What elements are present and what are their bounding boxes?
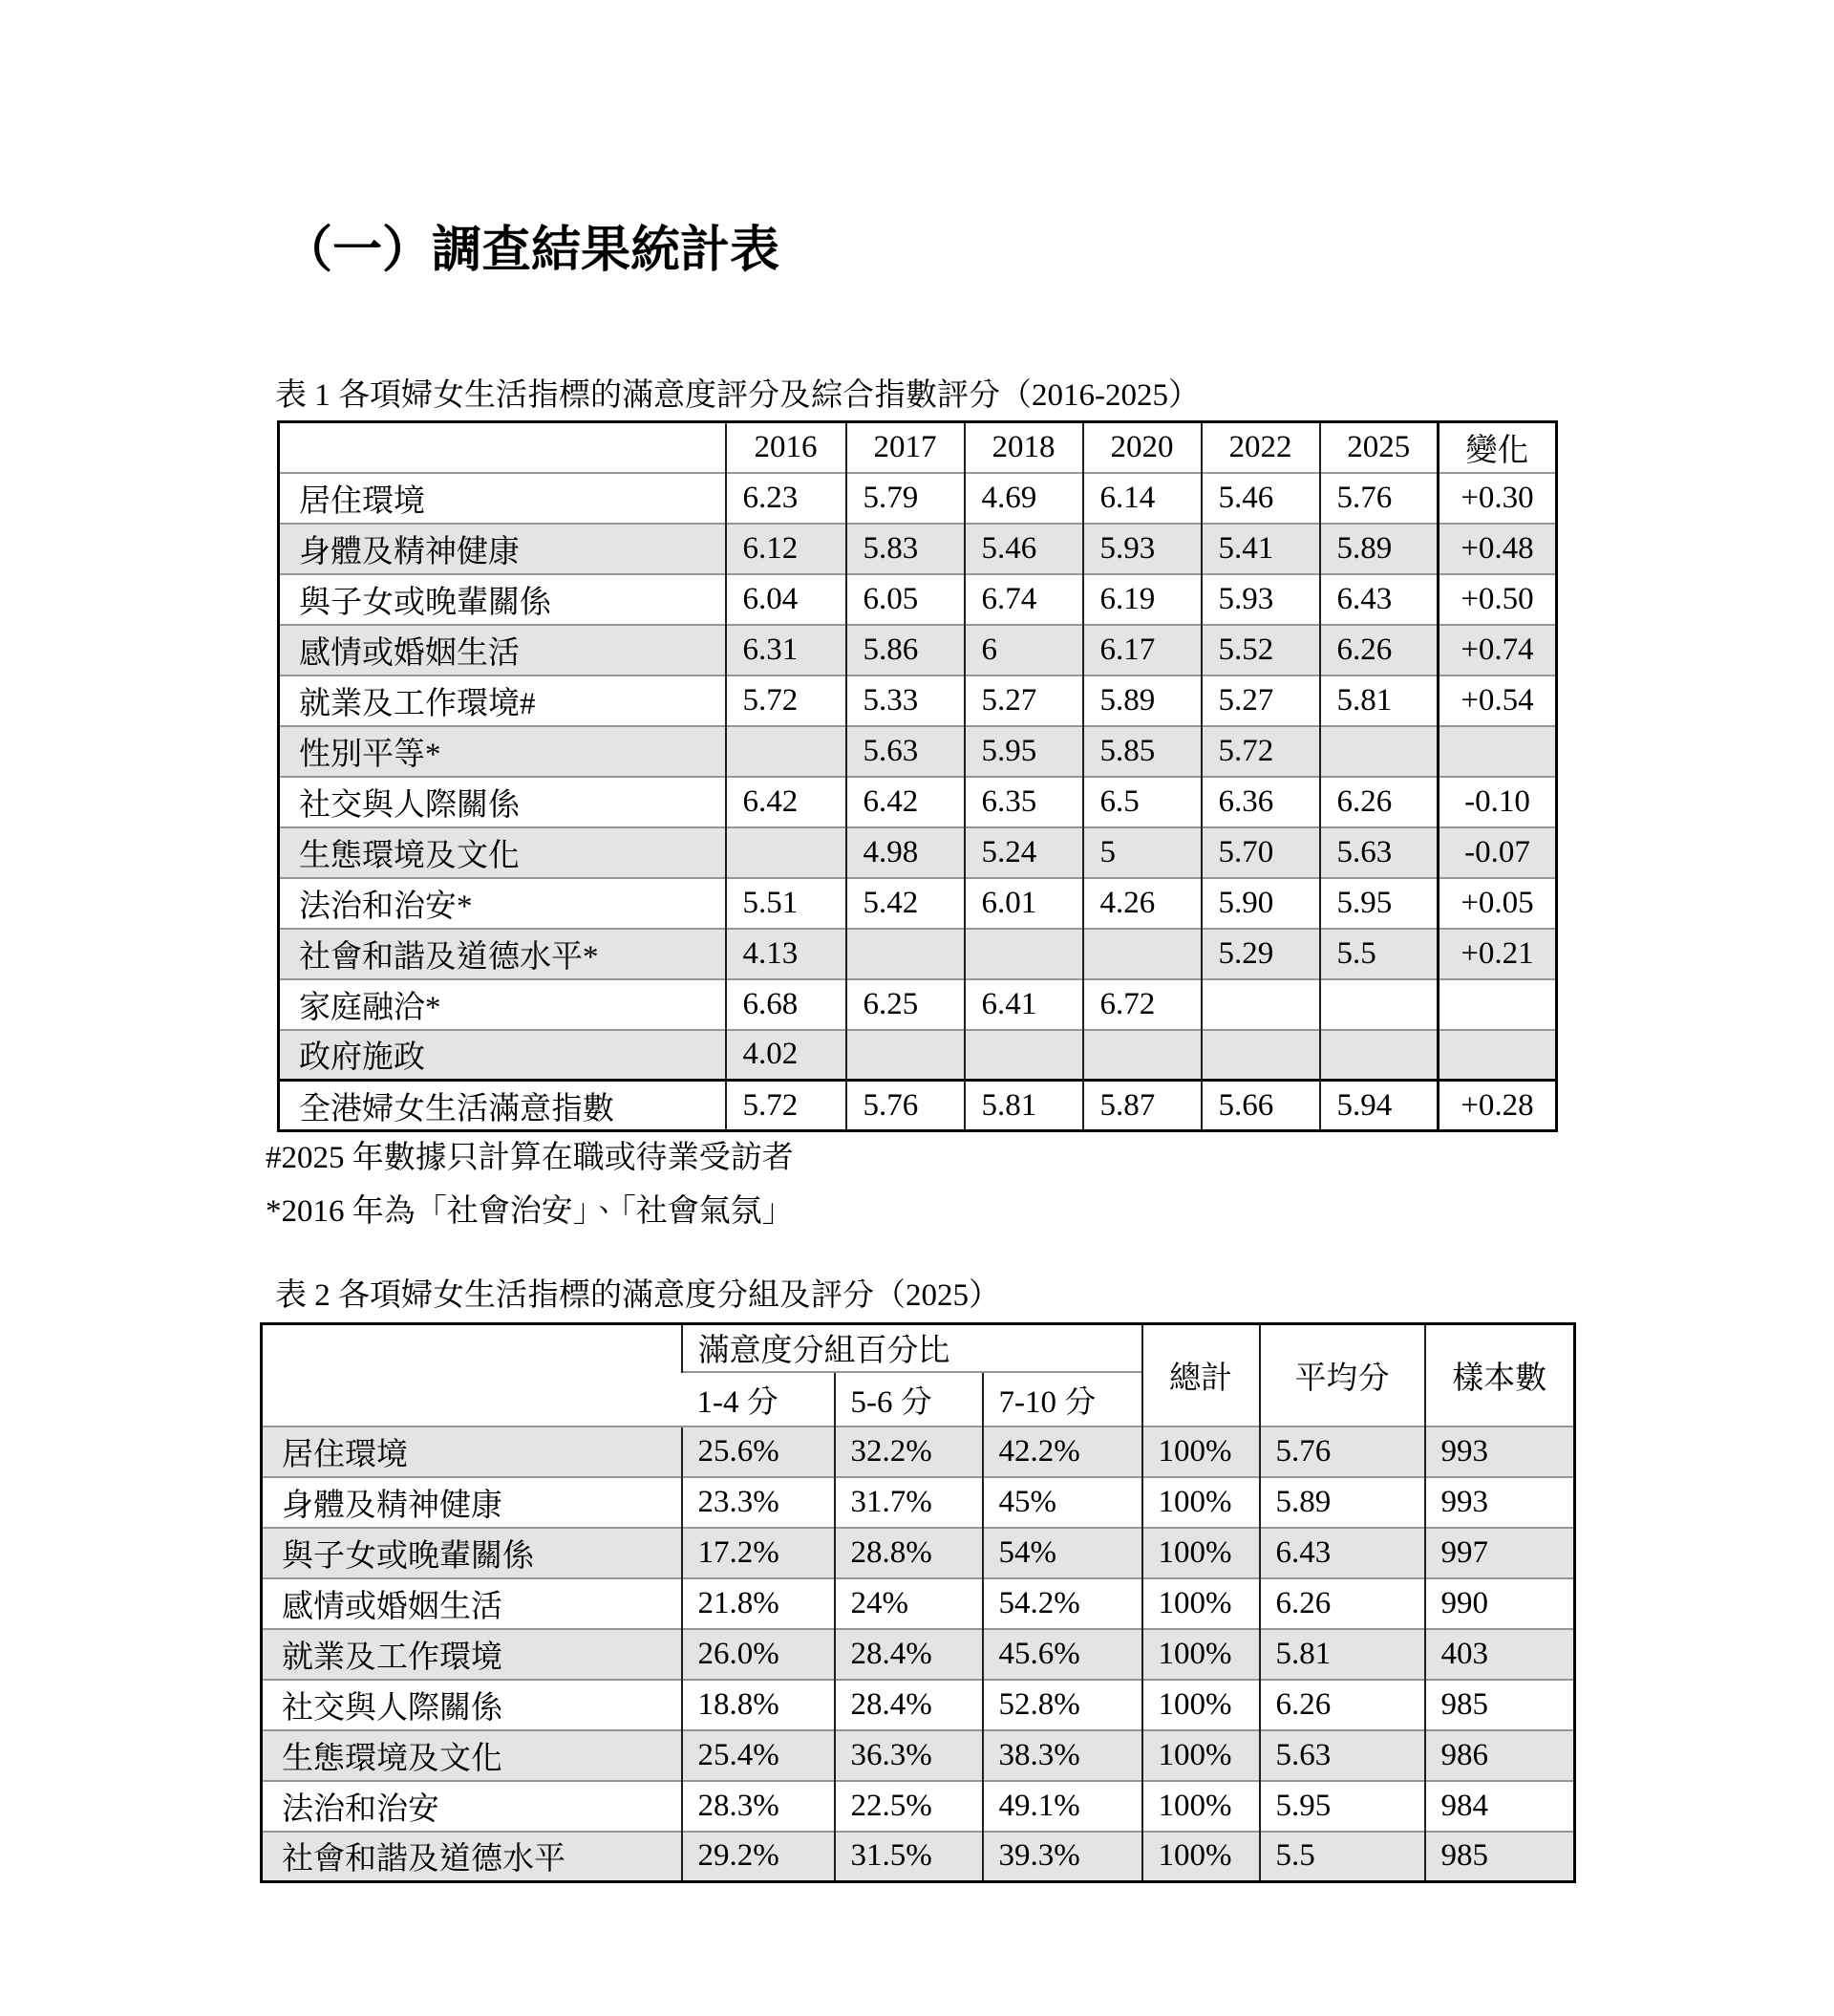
value-cell: 5.72 xyxy=(726,676,846,726)
value-cell: 5.46 xyxy=(965,524,1083,574)
value-cell: +0.48 xyxy=(1439,524,1557,574)
value-cell: 6.5 xyxy=(1083,777,1202,827)
table-row xyxy=(262,1680,1575,1730)
value-cell: 5.76 xyxy=(846,1081,965,1131)
table-row xyxy=(279,979,1557,1030)
table2-subheader-5-6: 5-6 分 xyxy=(835,1372,983,1426)
table-row xyxy=(262,1629,1575,1680)
row-label: 社會和諧及道德水平* xyxy=(279,929,726,979)
value-cell: 24% xyxy=(835,1578,983,1629)
row-label: 政府施政 xyxy=(279,1030,726,1081)
value-cell xyxy=(1202,979,1320,1030)
value-cell: 6.12 xyxy=(726,524,846,574)
value-cell: 5.81 xyxy=(1320,676,1439,726)
value-cell: 45.6% xyxy=(983,1629,1142,1680)
table2-satisfaction-groups xyxy=(260,1322,1576,1883)
value-cell: 5.95 xyxy=(1260,1781,1425,1832)
value-cell: 100% xyxy=(1142,1781,1260,1832)
table-row xyxy=(279,777,1557,827)
value-cell xyxy=(965,1030,1083,1081)
value-cell: 6.42 xyxy=(846,777,965,827)
row-label: 感情或婚姻生活 xyxy=(262,1578,682,1629)
table2-subheader-1-4: 1-4 分 xyxy=(682,1372,835,1426)
table-row xyxy=(262,1578,1575,1629)
value-cell: +0.30 xyxy=(1439,473,1557,524)
row-label: 法治和治安 xyxy=(262,1781,682,1832)
value-cell: 5.66 xyxy=(1202,1081,1320,1131)
table-row xyxy=(279,929,1557,979)
value-cell: 4.98 xyxy=(846,827,965,878)
value-cell: 5.94 xyxy=(1320,1081,1439,1131)
value-cell: 403 xyxy=(1425,1629,1575,1680)
row-label: 與子女或晚輩關係 xyxy=(262,1528,682,1578)
value-cell xyxy=(846,929,965,979)
value-cell: 38.3% xyxy=(983,1730,1142,1781)
value-cell: 100% xyxy=(1142,1426,1260,1477)
value-cell: 5.89 xyxy=(1320,524,1439,574)
value-cell: 6 xyxy=(965,625,1083,676)
value-cell xyxy=(1439,979,1557,1030)
row-label: 生態環境及文化 xyxy=(262,1730,682,1781)
table2-total-header: 總計 xyxy=(1142,1324,1260,1426)
value-cell: 990 xyxy=(1425,1578,1575,1629)
value-cell: 5.85 xyxy=(1083,726,1202,777)
value-cell xyxy=(1320,979,1439,1030)
value-cell: 29.2% xyxy=(682,1832,835,1882)
value-cell: 985 xyxy=(1425,1680,1575,1730)
value-cell xyxy=(1320,1030,1439,1081)
value-cell: 5.24 xyxy=(965,827,1083,878)
value-cell: 25.6% xyxy=(682,1426,835,1477)
value-cell: 39.3% xyxy=(983,1832,1142,1882)
row-label: 生態環境及文化 xyxy=(279,827,726,878)
value-cell: +0.74 xyxy=(1439,625,1557,676)
table-row xyxy=(279,574,1557,625)
value-cell: 45% xyxy=(983,1477,1142,1528)
table2-header xyxy=(262,1324,1575,1426)
value-cell: 6.05 xyxy=(846,574,965,625)
value-cell: 986 xyxy=(1425,1730,1575,1781)
value-cell: 22.5% xyxy=(835,1781,983,1832)
value-cell: 6.41 xyxy=(965,979,1083,1030)
footnote-asterisk: *2016 年為「社會治安」、「社會氣氛」 xyxy=(266,1194,794,1229)
value-cell: 5.93 xyxy=(1083,524,1202,574)
value-cell xyxy=(1439,1030,1557,1081)
row-label: 社會和諧及道德水平 xyxy=(262,1832,682,1882)
table1-column-header: 2020 xyxy=(1083,422,1202,473)
value-cell: 6.14 xyxy=(1083,473,1202,524)
value-cell: 5.86 xyxy=(846,625,965,676)
table2-subheader-7-10: 7-10 分 xyxy=(983,1372,1142,1426)
value-cell: 4.69 xyxy=(965,473,1083,524)
value-cell: +0.21 xyxy=(1439,929,1557,979)
value-cell: 21.8% xyxy=(682,1578,835,1629)
value-cell xyxy=(965,929,1083,979)
value-cell: 36.3% xyxy=(835,1730,983,1781)
table2-body xyxy=(262,1426,1575,1882)
value-cell: 6.17 xyxy=(1083,625,1202,676)
value-cell: 6.26 xyxy=(1320,777,1439,827)
value-cell: 5.76 xyxy=(1320,473,1439,524)
row-label: 就業及工作環境# xyxy=(279,676,726,726)
value-cell: 6.43 xyxy=(1260,1528,1425,1578)
value-cell: 100% xyxy=(1142,1629,1260,1680)
table2-group-header: 滿意度分組百分比 xyxy=(682,1324,1142,1372)
value-cell: 993 xyxy=(1425,1426,1575,1477)
table1-column-header: 2017 xyxy=(846,422,965,473)
table1-header xyxy=(279,422,1557,473)
table1-column-header: 2025 xyxy=(1320,422,1439,473)
value-cell: 28.3% xyxy=(682,1781,835,1832)
table-row xyxy=(279,726,1557,777)
value-cell: 54.2% xyxy=(983,1578,1142,1629)
value-cell: 5.29 xyxy=(1202,929,1320,979)
value-cell: 5.63 xyxy=(1260,1730,1425,1781)
table1-column-header: 2018 xyxy=(965,422,1083,473)
value-cell: 6.35 xyxy=(965,777,1083,827)
value-cell: 6.26 xyxy=(1260,1680,1425,1730)
value-cell: 28.4% xyxy=(835,1680,983,1730)
value-cell: 5.90 xyxy=(1202,878,1320,929)
table-row xyxy=(262,1477,1575,1528)
value-cell xyxy=(1439,726,1557,777)
table-row xyxy=(279,1081,1557,1131)
value-cell: -0.07 xyxy=(1439,827,1557,878)
value-cell: 5.76 xyxy=(1260,1426,1425,1477)
row-label: 與子女或晚輩關係 xyxy=(279,574,726,625)
value-cell: 6.04 xyxy=(726,574,846,625)
value-cell: +0.28 xyxy=(1439,1081,1557,1131)
value-cell: 42.2% xyxy=(983,1426,1142,1477)
value-cell: 5.81 xyxy=(965,1081,1083,1131)
value-cell: 5.41 xyxy=(1202,524,1320,574)
table-row xyxy=(279,524,1557,574)
row-label: 社交與人際關係 xyxy=(262,1680,682,1730)
value-cell: 100% xyxy=(1142,1832,1260,1882)
value-cell: 6.31 xyxy=(726,625,846,676)
table-row xyxy=(279,676,1557,726)
value-cell: 23.3% xyxy=(682,1477,835,1528)
value-cell: 6.19 xyxy=(1083,574,1202,625)
value-cell: 5.95 xyxy=(1320,878,1439,929)
value-cell xyxy=(1202,1030,1320,1081)
value-cell: 54% xyxy=(983,1528,1142,1578)
value-cell: 100% xyxy=(1142,1578,1260,1629)
value-cell: 6.01 xyxy=(965,878,1083,929)
value-cell: 5.52 xyxy=(1202,625,1320,676)
table1-title: 表 1 各項婦女生活指標的滿意度評分及綜合指數評分（2016-2025） xyxy=(275,378,1200,413)
value-cell: 5.95 xyxy=(965,726,1083,777)
value-cell: 28.4% xyxy=(835,1629,983,1680)
value-cell: 100% xyxy=(1142,1528,1260,1578)
row-label: 全港婦女生活滿意指數 xyxy=(279,1081,726,1131)
value-cell xyxy=(1083,1030,1202,1081)
value-cell: 31.7% xyxy=(835,1477,983,1528)
value-cell: 6.72 xyxy=(1083,979,1202,1030)
table1-column-header: 2022 xyxy=(1202,422,1320,473)
value-cell: 6.26 xyxy=(1260,1578,1425,1629)
value-cell: 5.27 xyxy=(965,676,1083,726)
value-cell: +0.54 xyxy=(1439,676,1557,726)
value-cell: 993 xyxy=(1425,1477,1575,1528)
value-cell: 5.5 xyxy=(1320,929,1439,979)
table1-satisfaction-scores xyxy=(277,420,1558,1132)
value-cell: 6.36 xyxy=(1202,777,1320,827)
table2-header-row-1 xyxy=(262,1324,1575,1372)
value-cell: 5.79 xyxy=(846,473,965,524)
value-cell xyxy=(1083,929,1202,979)
value-cell: 26.0% xyxy=(682,1629,835,1680)
table2-sample-header: 樣本數 xyxy=(1425,1324,1575,1426)
value-cell: 5.89 xyxy=(1083,676,1202,726)
value-cell: 6.43 xyxy=(1320,574,1439,625)
value-cell: 5.83 xyxy=(846,524,965,574)
value-cell xyxy=(846,1030,965,1081)
table1-column-header: 2016 xyxy=(726,422,846,473)
table-row xyxy=(279,878,1557,929)
value-cell: 5.51 xyxy=(726,878,846,929)
value-cell: 5.89 xyxy=(1260,1477,1425,1528)
table-row xyxy=(279,625,1557,676)
value-cell: 5.46 xyxy=(1202,473,1320,524)
value-cell: 100% xyxy=(1142,1730,1260,1781)
row-label: 法治和治安* xyxy=(279,878,726,929)
value-cell: 5.87 xyxy=(1083,1081,1202,1131)
row-label: 家庭融洽* xyxy=(279,979,726,1030)
value-cell: 5.81 xyxy=(1260,1629,1425,1680)
row-label: 身體及精神健康 xyxy=(262,1477,682,1528)
value-cell: 18.8% xyxy=(682,1680,835,1730)
table-row xyxy=(262,1528,1575,1578)
footnote-hash: #2025 年數據只計算在職或待業受訪者 xyxy=(266,1141,794,1175)
value-cell: 5.42 xyxy=(846,878,965,929)
value-cell: 4.02 xyxy=(726,1030,846,1081)
row-label: 居住環境 xyxy=(279,473,726,524)
value-cell: 5.63 xyxy=(1320,827,1439,878)
value-cell: 100% xyxy=(1142,1477,1260,1528)
value-cell: 5.93 xyxy=(1202,574,1320,625)
table-row xyxy=(262,1781,1575,1832)
page-title: （一）調查結果統計表 xyxy=(283,223,780,278)
value-cell: 6.74 xyxy=(965,574,1083,625)
value-cell: 6.42 xyxy=(726,777,846,827)
table1-body xyxy=(279,473,1557,1131)
table-row xyxy=(262,1426,1575,1477)
table2-mean-header: 平均分 xyxy=(1260,1324,1425,1426)
table2-title: 表 2 各項婦女生活指標的滿意度分組及評分（2025） xyxy=(275,1278,1000,1313)
table-row xyxy=(262,1730,1575,1781)
table-row xyxy=(279,1030,1557,1081)
value-cell: 5.63 xyxy=(846,726,965,777)
table1-column-header: 變化 xyxy=(1439,422,1557,473)
row-label: 居住環境 xyxy=(262,1426,682,1477)
row-label: 社交與人際關係 xyxy=(279,777,726,827)
row-label: 感情或婚姻生活 xyxy=(279,625,726,676)
value-cell: 6.23 xyxy=(726,473,846,524)
value-cell: 997 xyxy=(1425,1528,1575,1578)
value-cell: 5.5 xyxy=(1260,1832,1425,1882)
value-cell: 4.13 xyxy=(726,929,846,979)
value-cell: 984 xyxy=(1425,1781,1575,1832)
table1-corner-cell xyxy=(279,422,726,473)
row-label: 性別平等* xyxy=(279,726,726,777)
table2-corner-cell xyxy=(262,1324,682,1426)
table-row xyxy=(279,827,1557,878)
value-cell: 31.5% xyxy=(835,1832,983,1882)
table1-header-row xyxy=(279,422,1557,473)
value-cell: 17.2% xyxy=(682,1528,835,1578)
value-cell: 5.70 xyxy=(1202,827,1320,878)
value-cell: 5.72 xyxy=(726,1081,846,1131)
row-label: 就業及工作環境 xyxy=(262,1629,682,1680)
value-cell: 5.72 xyxy=(1202,726,1320,777)
value-cell: 32.2% xyxy=(835,1426,983,1477)
row-label: 身體及精神健康 xyxy=(279,524,726,574)
value-cell xyxy=(726,827,846,878)
value-cell: 5.27 xyxy=(1202,676,1320,726)
value-cell: 5.33 xyxy=(846,676,965,726)
value-cell: 100% xyxy=(1142,1680,1260,1730)
value-cell: -0.10 xyxy=(1439,777,1557,827)
value-cell: 25.4% xyxy=(682,1730,835,1781)
value-cell: 52.8% xyxy=(983,1680,1142,1730)
value-cell: 49.1% xyxy=(983,1781,1142,1832)
value-cell: 6.68 xyxy=(726,979,846,1030)
value-cell: +0.50 xyxy=(1439,574,1557,625)
value-cell: +0.05 xyxy=(1439,878,1557,929)
value-cell xyxy=(726,726,846,777)
value-cell: 985 xyxy=(1425,1832,1575,1882)
value-cell: 6.25 xyxy=(846,979,965,1030)
value-cell: 4.26 xyxy=(1083,878,1202,929)
value-cell xyxy=(1320,726,1439,777)
value-cell: 6.26 xyxy=(1320,625,1439,676)
value-cell: 5 xyxy=(1083,827,1202,878)
table-row xyxy=(279,473,1557,524)
value-cell: 28.8% xyxy=(835,1528,983,1578)
table-row xyxy=(262,1832,1575,1882)
